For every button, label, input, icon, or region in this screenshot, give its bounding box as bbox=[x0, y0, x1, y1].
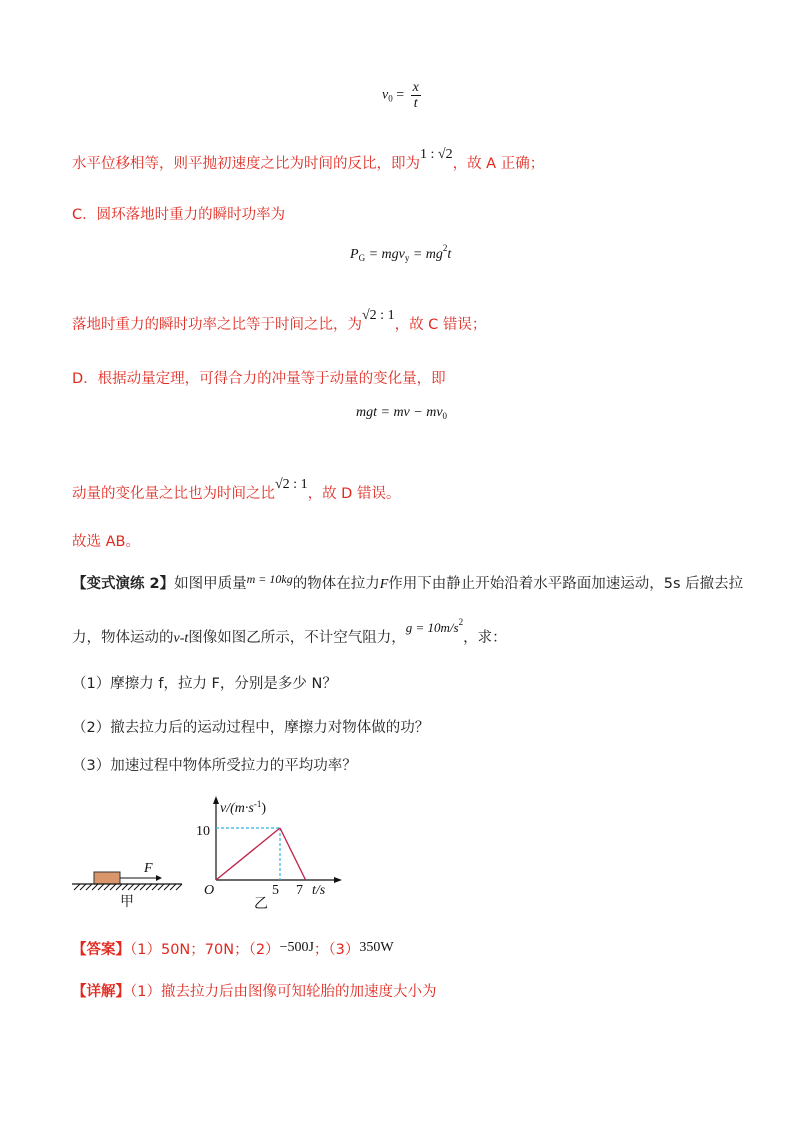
question-2: （2）撤去拉力后的运动过程中，摩擦力对物体做的功？ bbox=[72, 720, 430, 736]
paragraph-momentum-ratio bbox=[72, 477, 401, 503]
eq-impulse-left: mgt = mv − mv bbox=[356, 405, 443, 420]
problem-line1-b: 的物体在拉力 bbox=[292, 576, 380, 592]
problem-line1-c: 作用下由静止开始沿着水平路面加速运动，5s 后撤去拉 bbox=[388, 576, 744, 592]
eq-v0-denominator: t bbox=[413, 96, 418, 111]
x-axis-arrow bbox=[334, 877, 342, 883]
eq-v0-lhs-sub: 0 bbox=[388, 93, 393, 104]
eq-pg-p: P bbox=[350, 247, 359, 262]
para3-tail: ，故 C 错误； bbox=[394, 317, 487, 333]
para5-ratio: √2 : 1 bbox=[275, 477, 308, 492]
problem-g-sup: 2 bbox=[458, 617, 464, 627]
force-arrow-head bbox=[156, 875, 162, 881]
answer-part1: （1）50N；70N； bbox=[130, 942, 249, 958]
series-segment-1 bbox=[280, 828, 306, 880]
paragraph-choose-ab: 故选 AB。 bbox=[72, 534, 140, 550]
paragraph-d-option: D．根据动量定理，可得合力的冲量等于动量的变化量，即 bbox=[72, 371, 446, 387]
eq-pg-p-sub: G bbox=[358, 253, 366, 263]
figure-block-diagram bbox=[68, 850, 198, 910]
answer-line bbox=[72, 938, 394, 959]
figure-right-label: 乙 bbox=[254, 896, 268, 912]
origin-label: O bbox=[204, 883, 215, 898]
y-axis-label-main: v/(m·s bbox=[220, 801, 254, 816]
problem-line1-a: 如图甲质量 bbox=[174, 576, 247, 592]
problem-line2-a: 力，物体运动的 bbox=[72, 630, 174, 646]
vt-graph bbox=[190, 792, 350, 912]
para5-text: 动量的变化量之比也为时间之比 bbox=[72, 486, 275, 502]
paragraph-horizontal-displacement bbox=[72, 147, 545, 173]
eq-pg-mid1-sub: y bbox=[404, 253, 410, 263]
force-label: F bbox=[144, 861, 153, 876]
answer-tag: 【答案】 bbox=[72, 942, 130, 958]
problem-force-f: F bbox=[379, 577, 389, 592]
eq-v0-lhs: v bbox=[382, 87, 389, 103]
para1-text: 水平位移相等，则平抛初速度之比为时间的反比，即为 bbox=[72, 156, 420, 172]
answer-part2-prefix: （2） bbox=[248, 942, 280, 958]
eq-v0-fraction bbox=[411, 80, 421, 111]
eq-impulse-sub: 0 bbox=[442, 411, 448, 421]
problem-g-value: g = 10m/s bbox=[405, 620, 459, 635]
y-tick-10: 10 bbox=[196, 824, 210, 839]
problem-line2-b: 图像如图乙所示，不计空气阻力， bbox=[188, 630, 406, 646]
paragraph-power-ratio bbox=[72, 308, 487, 334]
x-tick-7: 7 bbox=[296, 883, 303, 898]
series-segment-0 bbox=[216, 828, 280, 880]
question-3: （3）加速过程中物体所受拉力的平均功率？ bbox=[72, 758, 357, 774]
para5-tail: ，故 D 错误。 bbox=[307, 486, 401, 502]
equation-impulse bbox=[356, 405, 447, 421]
y-axis-arrow bbox=[213, 796, 219, 804]
y-axis-label-close: ) bbox=[261, 801, 266, 816]
answer-part3-value: 350W bbox=[359, 940, 394, 955]
problem-mass: m = 10kg bbox=[246, 572, 293, 586]
x-axis-label: t/s bbox=[312, 883, 326, 898]
x-tick-5: 5 bbox=[272, 883, 279, 898]
problem-line2-c: ，求： bbox=[463, 630, 507, 646]
eq-v0-equals: = bbox=[396, 87, 405, 103]
problem-line-2 bbox=[72, 617, 507, 647]
y-axis-label-sup: -1 bbox=[253, 799, 262, 809]
problem-line-1 bbox=[72, 572, 743, 593]
answer-part3-prefix: ；（3） bbox=[313, 942, 360, 958]
y-axis-label bbox=[220, 799, 266, 816]
detail-line bbox=[72, 980, 436, 1001]
eq-v0-numerator: x bbox=[412, 80, 419, 95]
eq-pg-mid2: = mg bbox=[409, 247, 443, 262]
ground-hatching bbox=[74, 884, 182, 890]
question-1: （1）摩擦力 f，拉力 F，分别是多少 N？ bbox=[72, 676, 337, 692]
detail-text: （1）撤去拉力后由图像可知轮胎的加速度大小为 bbox=[130, 984, 437, 1000]
eq-pg-end: t bbox=[447, 247, 452, 262]
equation-v0 bbox=[382, 80, 421, 111]
block bbox=[94, 872, 120, 884]
para3-text: 落地时重力的瞬时功率之比等于时间之比，为 bbox=[72, 317, 362, 333]
equation-power bbox=[350, 243, 451, 263]
para1-ratio: 1 : √2 bbox=[420, 147, 453, 162]
detail-tag: 【详解】 bbox=[72, 984, 130, 1000]
answer-part2-value: −500J bbox=[279, 940, 314, 955]
problem-vt: v-t bbox=[173, 631, 189, 646]
problem-tag: 【变式演练 2】 bbox=[72, 576, 175, 592]
para1-tail: ，故 A 正确； bbox=[452, 156, 545, 172]
eq-pg-mid1: = mgv bbox=[365, 247, 405, 262]
para3-ratio: √2 : 1 bbox=[362, 308, 395, 323]
figure-left-label: 甲 bbox=[120, 894, 134, 910]
paragraph-c-option: C．圆环落地时重力的瞬时功率为 bbox=[72, 207, 286, 223]
eq-pg-mid2-sup: 2 bbox=[442, 243, 448, 253]
